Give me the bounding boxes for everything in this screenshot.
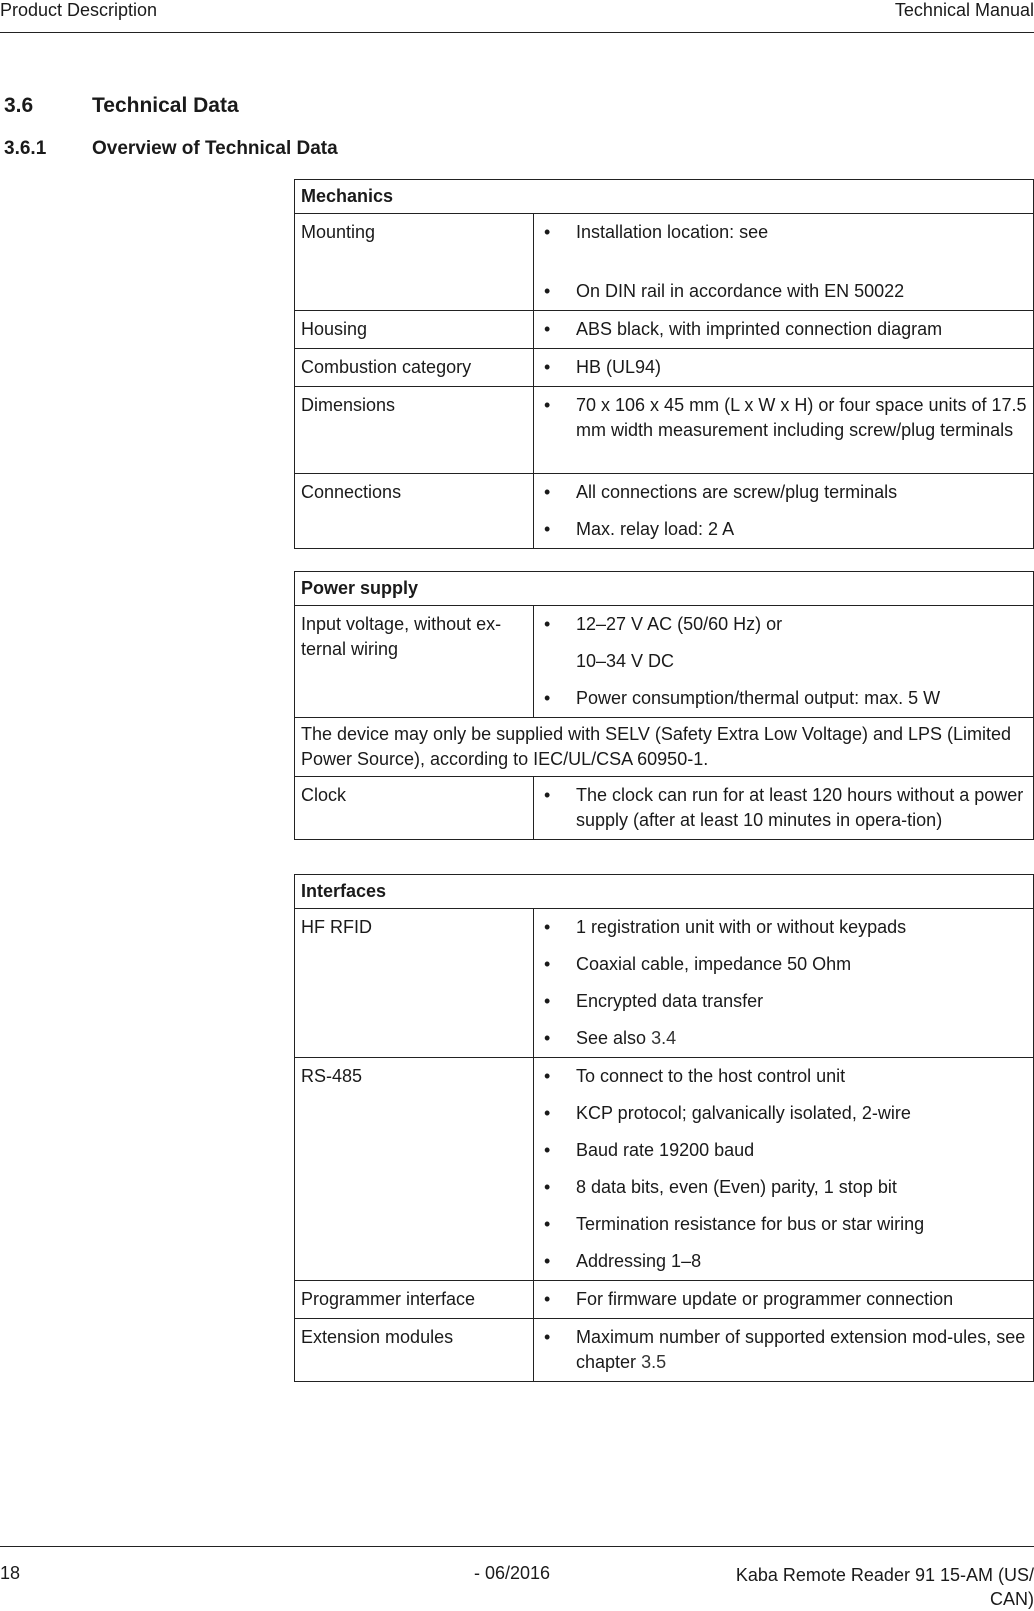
row-label: Programmer interface (295, 1281, 534, 1319)
table-row (295, 474, 1034, 549)
table-row (295, 387, 1034, 474)
table-row (295, 214, 1034, 311)
subsection-title: Overview of Technical Data (92, 138, 338, 159)
row-label: Mounting (295, 214, 534, 311)
row-label: Clock (295, 777, 534, 840)
list-item: • All connections are screw/plug terminals (544, 482, 898, 502)
section-title: Technical Data (92, 94, 239, 117)
interfaces-table (294, 874, 1034, 1382)
table-row (295, 311, 1034, 349)
list-item: • See also 3.4 (544, 1028, 677, 1048)
table-row (295, 1058, 1034, 1281)
page-header (0, 0, 1034, 33)
list-item: 10–34 V DC (576, 651, 675, 671)
row-label: Combustion category (295, 349, 534, 387)
list-item: • For firmware update or programmer connection (544, 1289, 954, 1309)
row-label: Connections (295, 474, 534, 549)
list-item: • Addressing 1–8 (544, 1251, 702, 1271)
footer-product: Kaba Remote Reader 91 15-AM (US/ CAN) (735, 1565, 1034, 1609)
row-label: Housing (295, 311, 534, 349)
page-number: 18 (0, 1563, 21, 1583)
list-item: • Baud rate 19200 baud (544, 1140, 755, 1160)
table-row (295, 909, 1034, 1058)
row-label: HF RFID (295, 909, 534, 1058)
section-heading (4, 94, 239, 118)
section-link[interactable]: 3.4 (651, 1028, 677, 1048)
chapter-link[interactable]: 3.5 (641, 1352, 667, 1372)
page-footer (0, 1546, 1034, 1609)
header-right: Technical Manual (894, 0, 1034, 20)
table-row (295, 1319, 1034, 1382)
row-label: RS-485 (295, 1058, 534, 1281)
footer-date: - 06/2016 (474, 1563, 551, 1583)
row-label: Extension modules (295, 1319, 534, 1382)
table-row (295, 606, 1034, 718)
list-item: • On DIN rail in accordance with EN 50022 (544, 281, 905, 301)
list-item: • The clock can run for at least 120 hours without a power supply (after at least 10 minutes in opera-tion) (544, 785, 1024, 830)
list-item: • 8 data bits, even (Even) parity, 1 stop bit (544, 1177, 897, 1197)
list-item: • KCP protocol; galvanically isolated, 2-wire (544, 1103, 911, 1123)
row-label: Input voltage, without ex-ternal wiring (295, 606, 534, 718)
header-left: Product Description (0, 0, 158, 20)
interfaces-title: Interfaces (295, 875, 1034, 909)
list-item: • 70 x 106 x 45 mm (L x W x H) or four space units of 17.5 mm width measurement including screw/plug terminals (544, 395, 1027, 440)
table-row (295, 718, 1034, 777)
list-item: • 12–27 V AC (50/60 Hz) or (544, 614, 783, 634)
power-note: The device may only be supplied with SELV (Safety Extra Low Voltage) and LPS (Limited Power Source), according to IEC/UL/CSA 60950-1. (295, 718, 1034, 777)
list-item: • ABS black, with imprinted connection diagram (544, 319, 943, 339)
list-item: • 1 registration unit with or without keypads (544, 917, 907, 937)
list-item: • Power consumption/thermal output: max. 5 W (544, 688, 941, 708)
table-row (295, 349, 1034, 387)
power-title: Power supply (295, 572, 1034, 606)
list-item: • Coaxial cable, impedance 50 Ohm (544, 954, 852, 974)
list-item: • Termination resistance for bus or star wiring (544, 1214, 925, 1234)
list-item: • Max. relay load: 2 A (544, 519, 735, 539)
list-item: • Maximum number of supported extension mod-ules, see chapter 3.5 (544, 1327, 1026, 1372)
subsection-heading (4, 138, 338, 160)
list-item: • Encrypted data transfer (544, 991, 764, 1011)
subsection-number: 3.6.1 (4, 138, 47, 159)
table-row (295, 777, 1034, 840)
section-number: 3.6 (4, 94, 34, 117)
list-item: • Installation location: see (544, 222, 769, 242)
row-label: Dimensions (295, 387, 534, 474)
list-item: • To connect to the host control unit (544, 1066, 846, 1086)
list-item: • HB (UL94) (544, 357, 662, 377)
mechanics-title: Mechanics (295, 180, 1034, 214)
power-table (294, 571, 1034, 840)
table-row (295, 1281, 1034, 1319)
mechanics-table (294, 179, 1034, 549)
